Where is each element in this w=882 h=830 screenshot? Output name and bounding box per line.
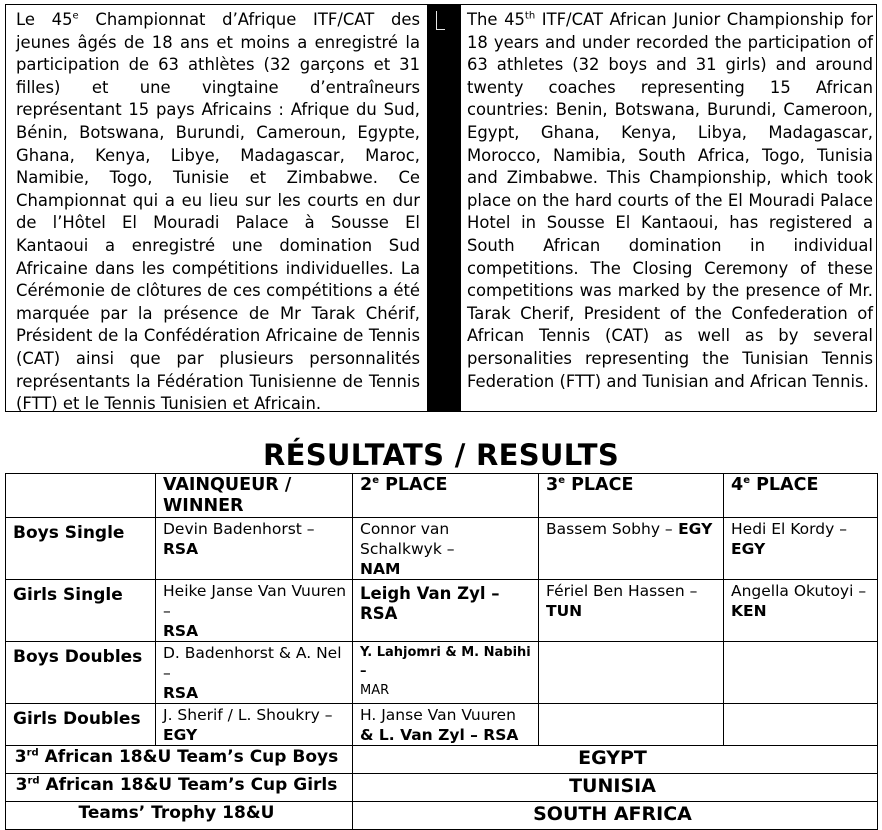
row-fourth xyxy=(724,642,878,704)
table-row xyxy=(6,518,878,580)
row-category: Girls Doubles xyxy=(6,704,156,746)
column-divider xyxy=(427,5,461,411)
team-row xyxy=(6,774,878,802)
row-third: Bassem Sobhy – EGY xyxy=(539,518,724,580)
header-empty xyxy=(6,474,156,518)
fr-text-start: Le 45 xyxy=(16,10,73,29)
teams-trophy-value: SOUTH AFRICA xyxy=(353,802,878,830)
header-row xyxy=(6,474,878,518)
team-cup-boys-label: 3rd African 18&U Team’s Cup Boys xyxy=(6,746,353,774)
row-third xyxy=(539,704,724,746)
french-paragraph xyxy=(6,5,427,414)
team-cup-boys-value: EGYPT xyxy=(353,746,878,774)
header-second: 2e PLACE xyxy=(353,474,539,518)
row-second: Connor van Schalkwyk – NAM xyxy=(353,518,539,580)
fr-ordinal-sup: e xyxy=(72,10,79,22)
table-row xyxy=(6,642,878,704)
team-cup-girls-value: TUNISIA xyxy=(353,774,878,802)
team-row xyxy=(6,746,878,774)
divider-mark xyxy=(436,11,445,30)
en-text-body: ITF/CAT African Junior Championship for 18 years and under recorded the participation of 63 athletes (32 boys and 31 girls) and around twenty coaches representing 15 African countries: Benin, Botswana, Burundi, Cameroon, Egypt, Ghana, Kenya, Libya, Madagascar, Morocco, Namibia, South Africa, Togo, Tunisia and Zimbabwe. This Championship, which took place on the hard courts of the El Mouradi Palace Hotel in Sousse El Kantaoui, has registered a South African domination in individual competitions. The Closing Ceremony of these competitions was marked by the presence of Mr. Tarak Cherif, President of the Confederation of African Tennis (CAT) as well as by several personalities representing the Tunisian Tennis Federation (FTT) and Tunisian and African Tennis. xyxy=(467,10,873,391)
row-second: Y. Lahjomri & M. Nabihi – MAR xyxy=(353,642,539,704)
team-row xyxy=(6,802,878,830)
row-winner: D. Badenhorst & A. Nel – RSA xyxy=(156,642,353,704)
teams-trophy-label: Teams’ Trophy 18&U xyxy=(6,802,353,830)
row-winner: J. Sherif / L. Shoukry – EGY xyxy=(156,704,353,746)
row-second: H. Janse Van Vuuren & L. Van Zyl – RSA xyxy=(353,704,539,746)
row-winner: Devin Badenhorst – RSA xyxy=(156,518,353,580)
row-fourth xyxy=(724,704,878,746)
header-fourth: 4e PLACE xyxy=(724,474,878,518)
table-row xyxy=(6,704,878,746)
row-second: Leigh Van Zyl – RSA xyxy=(353,580,539,642)
results-title: RÉSULTATS / RESULTS xyxy=(262,438,620,472)
team-cup-girls-label: 3rd African 18&U Team’s Cup Girls xyxy=(6,774,353,802)
fr-text-body: Championnat d’Afrique ITF/CAT des jeunes âgés de 18 ans et moins a enregistré la participation de 63 athlètes (32 garçons et 31 filles) et une vingtaine d’entraîneurs représentant 15 pays Africains : Afrique du Sud, Bénin, Botswana, Burundi, Cameroun, Egypte, Ghana, Kenya, Libye, Madagascar, Maroc, Namibie, Togo, Tunisie et Zimbabwe. Ce Championnat qui a eu lieu sur les courts en dur de l’Hôtel El Mouradi Palace à Sousse El Kantaoui a enregistré une domination Sud Africaine dans les compétitions individuelles. La Cérémonie de clôtures de ces compétitions a été marquée par la présence de Mr Tarak Chérif, Président de la Confédération Africaine de Tennis (CAT) ainsi que par plusieurs personnalités représentants la Fédération Tunisienne de Tennis (FTT) et le Tennis Tunisien et Africain. xyxy=(16,10,420,414)
table-row xyxy=(6,580,878,642)
row-category: Girls Single xyxy=(6,580,156,642)
row-category: Boys Single xyxy=(6,518,156,580)
row-third: Fériel Ben Hassen – TUN xyxy=(539,580,724,642)
row-fourth: Angella Okutoyi – KEN xyxy=(724,580,878,642)
en-ordinal-sup: th xyxy=(524,10,536,22)
row-fourth: Hedi El Kordy – EGY xyxy=(724,518,878,580)
english-paragraph xyxy=(461,5,877,411)
results-table xyxy=(5,473,878,830)
header-third: 3e PLACE xyxy=(539,474,724,518)
intro-box xyxy=(5,4,877,412)
en-text-start: The 45 xyxy=(467,10,525,29)
row-third xyxy=(539,642,724,704)
header-winner: VAINQUEUR / WINNER xyxy=(156,474,353,518)
row-winner: Heike Janse Van Vuuren – RSA xyxy=(156,580,353,642)
row-category: Boys Doubles xyxy=(6,642,156,704)
